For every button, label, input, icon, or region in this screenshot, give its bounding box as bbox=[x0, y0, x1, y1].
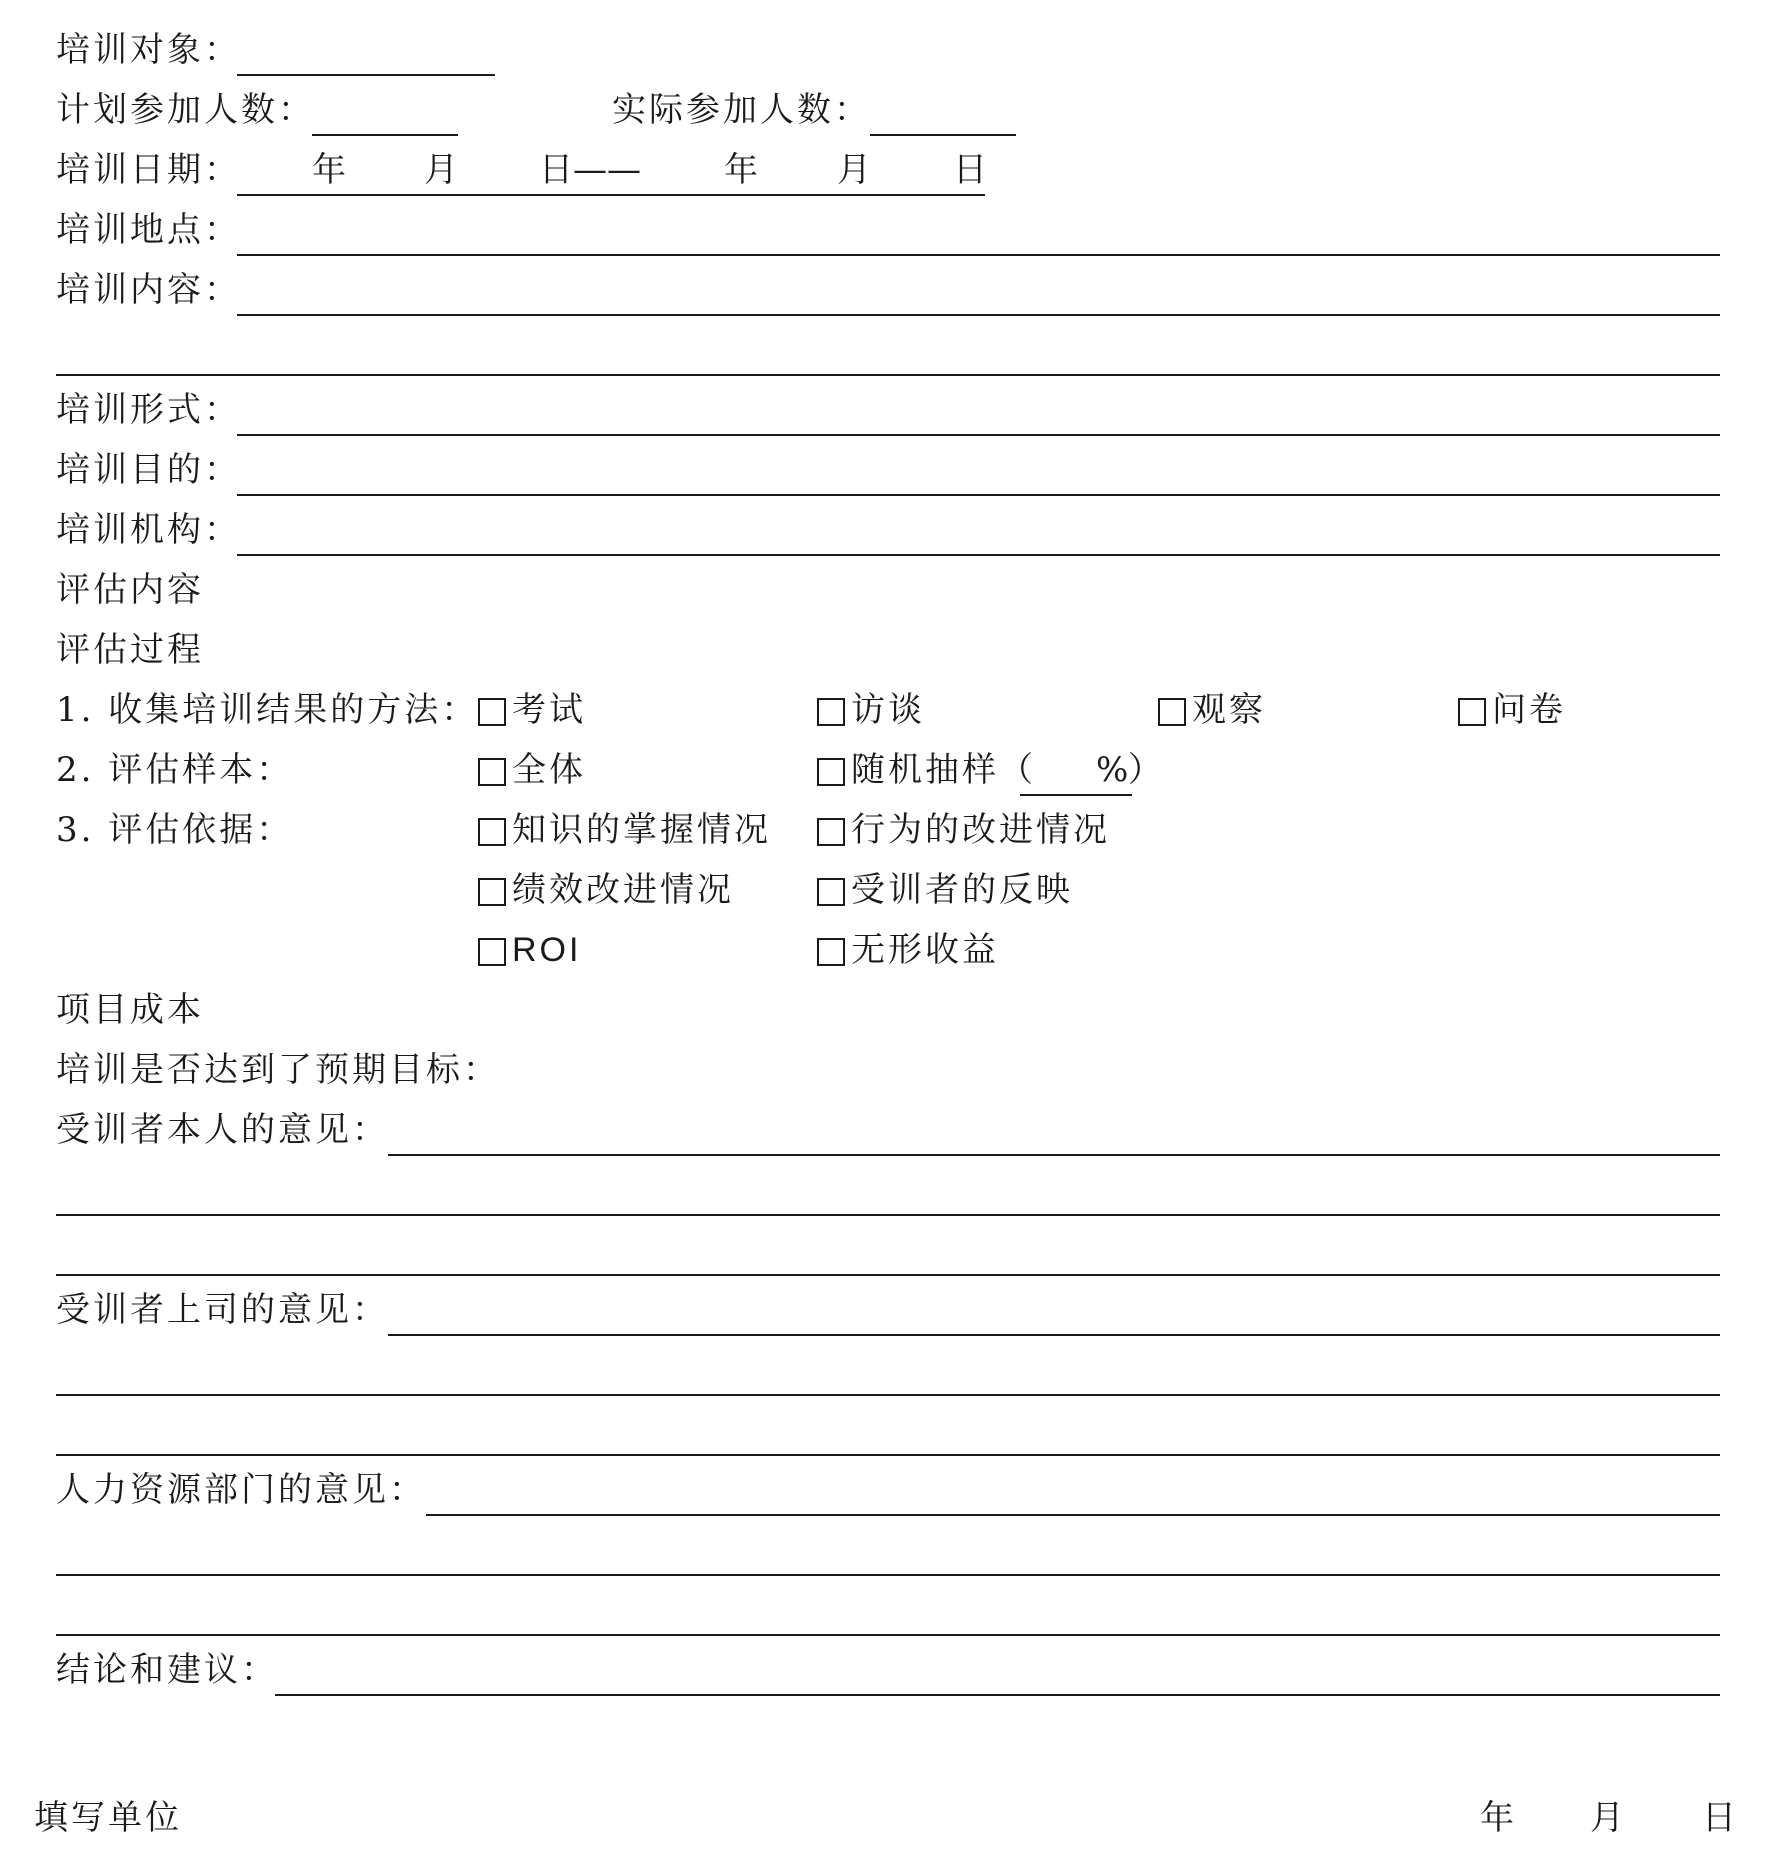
checkbox-performance-label: 绩效改进情况 bbox=[512, 870, 734, 910]
trainee-opinion-line-2[interactable] bbox=[56, 1214, 1720, 1216]
row-hr-opinion-2 bbox=[56, 1520, 1720, 1580]
label-location: 培训地点： bbox=[56, 210, 241, 250]
checkbox-random-sample-label: 随机抽样（ bbox=[851, 750, 1036, 790]
row-basis-3 bbox=[56, 920, 1720, 980]
row-basis bbox=[56, 800, 1720, 860]
footer-year: 年 bbox=[1480, 1798, 1514, 1838]
label-supervisor-opinion: 受训者上司的意见： bbox=[56, 1290, 389, 1330]
planned-count-field[interactable] bbox=[312, 134, 458, 136]
date-start-day: 日 bbox=[539, 150, 573, 190]
supervisor-opinion-line-2[interactable] bbox=[56, 1394, 1720, 1396]
checkbox-behavior[interactable] bbox=[817, 818, 845, 846]
checkbox-questionnaire-label: 问卷 bbox=[1492, 690, 1566, 730]
row-eval-content bbox=[56, 560, 1720, 620]
row-trainee-opinion-2 bbox=[56, 1160, 1720, 1220]
checkbox-observation[interactable] bbox=[1158, 698, 1186, 726]
label-actual: 实际参加人数： bbox=[612, 90, 871, 130]
date-dash: —— bbox=[573, 150, 641, 190]
checkbox-reaction[interactable] bbox=[817, 878, 845, 906]
content-field-line-2[interactable] bbox=[56, 374, 1720, 376]
row-method bbox=[56, 680, 1720, 740]
checkbox-knowledge[interactable] bbox=[478, 818, 506, 846]
checkbox-knowledge-label: 知识的掌握情况 bbox=[512, 810, 771, 850]
date-end-month: 月 bbox=[837, 150, 871, 190]
checkbox-intangible[interactable] bbox=[817, 938, 845, 966]
checkbox-roi[interactable] bbox=[478, 938, 506, 966]
label-unit: 填写单位 bbox=[34, 1798, 182, 1838]
date-range-field[interactable] bbox=[237, 194, 985, 196]
checkbox-performance[interactable] bbox=[478, 878, 506, 906]
checkbox-roi-label: ROI bbox=[512, 931, 582, 969]
row-hr-opinion bbox=[56, 1460, 1720, 1520]
row-content-cont bbox=[56, 320, 1720, 380]
label-sample: 2. 评估样本： bbox=[56, 750, 294, 790]
actual-count-field[interactable] bbox=[870, 134, 1016, 136]
checkbox-behavior-label: 行为的改进情况 bbox=[851, 810, 1110, 850]
row-supervisor-opinion bbox=[56, 1280, 1720, 1340]
label-content: 培训内容： bbox=[56, 270, 241, 310]
label-purpose: 培训目的： bbox=[56, 450, 241, 490]
date-start-year: 年 bbox=[312, 150, 346, 190]
row-supervisor-opinion-3 bbox=[56, 1400, 1720, 1460]
location-field[interactable] bbox=[237, 254, 1720, 256]
row-date bbox=[56, 140, 1720, 200]
checkbox-all[interactable] bbox=[478, 758, 506, 786]
footer bbox=[34, 1788, 1756, 1848]
label-planned: 计划参加人数： bbox=[56, 90, 315, 130]
checkbox-interview-label: 访谈 bbox=[851, 690, 925, 730]
checkbox-random-sample[interactable] bbox=[817, 758, 845, 786]
label-target: 培训对象： bbox=[56, 30, 241, 70]
checkbox-intangible-label: 无形收益 bbox=[851, 930, 999, 970]
label-format: 培训形式： bbox=[56, 390, 241, 430]
label-trainee-opinion: 受训者本人的意见： bbox=[56, 1110, 389, 1150]
row-target bbox=[56, 20, 1720, 80]
row-cost bbox=[56, 980, 1720, 1040]
row-format bbox=[56, 380, 1720, 440]
hr-opinion-line-3[interactable] bbox=[56, 1634, 1720, 1636]
row-trainee-opinion-3 bbox=[56, 1220, 1720, 1280]
row-location bbox=[56, 200, 1720, 260]
date-end-year: 年 bbox=[724, 150, 758, 190]
label-basis: 3. 评估依据： bbox=[56, 810, 294, 850]
row-content bbox=[56, 260, 1720, 320]
label-date: 培训日期： bbox=[56, 150, 241, 190]
label-institution: 培训机构： bbox=[56, 510, 241, 550]
percent-close-paren: ） bbox=[1128, 750, 1165, 790]
footer-month: 月 bbox=[1590, 1798, 1624, 1838]
purpose-field[interactable] bbox=[237, 494, 1720, 496]
label-goal: 培训是否达到了预期目标： bbox=[56, 1050, 500, 1090]
row-goal bbox=[56, 1040, 1720, 1100]
format-field[interactable] bbox=[237, 434, 1720, 436]
target-field[interactable] bbox=[237, 74, 495, 76]
row-conclusion bbox=[56, 1640, 1720, 1700]
label-hr-opinion: 人力资源部门的意见： bbox=[56, 1470, 426, 1510]
sample-percent-field[interactable] bbox=[1020, 794, 1132, 796]
checkbox-observation-label: 观察 bbox=[1192, 690, 1266, 730]
row-purpose bbox=[56, 440, 1720, 500]
checkbox-exam[interactable] bbox=[478, 698, 506, 726]
row-participants bbox=[56, 80, 1720, 140]
row-basis-2 bbox=[56, 860, 1720, 920]
trainee-opinion-line-3[interactable] bbox=[56, 1274, 1720, 1276]
conclusion-field[interactable] bbox=[275, 1694, 1720, 1696]
institution-field[interactable] bbox=[237, 554, 1720, 556]
row-sample bbox=[56, 740, 1720, 800]
checkbox-reaction-label: 受训者的反映 bbox=[851, 870, 1073, 910]
checkbox-all-label: 全体 bbox=[512, 750, 586, 790]
row-institution bbox=[56, 500, 1720, 560]
checkbox-interview[interactable] bbox=[817, 698, 845, 726]
row-hr-opinion-3 bbox=[56, 1580, 1720, 1640]
checkbox-exam-label: 考试 bbox=[512, 690, 586, 730]
heading-eval-content: 评估内容 bbox=[56, 570, 204, 610]
heading-cost: 项目成本 bbox=[56, 990, 204, 1030]
supervisor-opinion-field[interactable] bbox=[388, 1334, 1720, 1336]
label-method: 1. 收集培训结果的方法： bbox=[56, 690, 479, 730]
row-trainee-opinion bbox=[56, 1100, 1720, 1160]
footer-day: 日 bbox=[1702, 1798, 1736, 1838]
percent-sign: % bbox=[1096, 750, 1132, 790]
row-supervisor-opinion-2 bbox=[56, 1340, 1720, 1400]
content-field[interactable] bbox=[237, 314, 1720, 316]
label-conclusion: 结论和建议： bbox=[56, 1650, 278, 1690]
hr-opinion-line-2[interactable] bbox=[56, 1574, 1720, 1576]
checkbox-questionnaire[interactable] bbox=[1458, 698, 1486, 726]
heading-eval-process: 评估过程 bbox=[56, 630, 204, 670]
supervisor-opinion-line-3[interactable] bbox=[56, 1454, 1720, 1456]
trainee-opinion-field[interactable] bbox=[388, 1154, 1720, 1156]
date-end-day: 日 bbox=[953, 150, 987, 190]
date-start-month: 月 bbox=[424, 150, 458, 190]
row-eval-process bbox=[56, 620, 1720, 680]
hr-opinion-field[interactable] bbox=[426, 1514, 1720, 1516]
